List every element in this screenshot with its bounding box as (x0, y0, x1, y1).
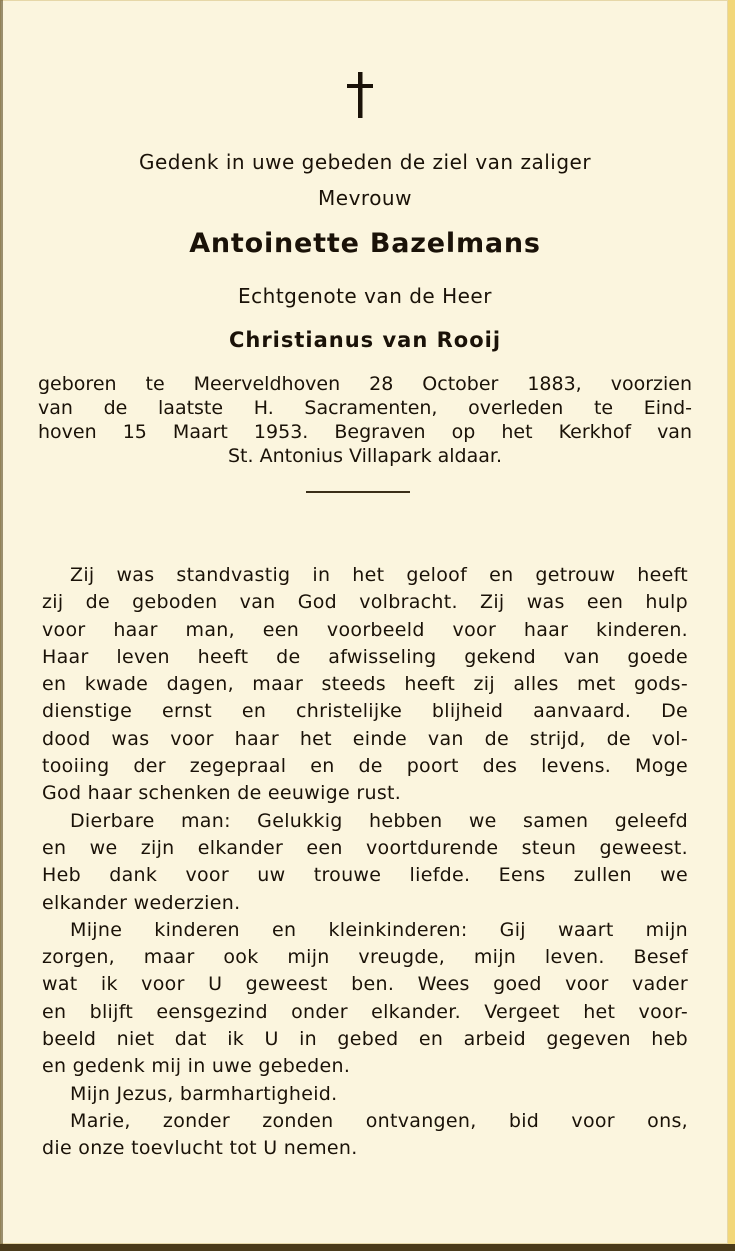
text-line: wat ik voor U geweest ben. Wees goed voor vader (42, 973, 688, 996)
text-line: zorgen, maar ook mijn vreugde, mijn leven. Besef (42, 946, 688, 969)
text-line: God haar schenken de eeuwige rust. (42, 782, 402, 805)
bio-line: geboren te Meerveldhoven 28 October 1883, voorzien (38, 373, 692, 395)
text-line: Haar leven heeft de afwisseling gekend van goede (42, 645, 688, 668)
deceased-name: Antoinette Bazelmans (189, 228, 541, 259)
cross-icon (342, 70, 378, 120)
text-line: elkander wederzien. (42, 891, 241, 914)
text-line: Heb dank voor uw trouwe liefde. Eens zullen we (42, 864, 688, 887)
card-right-edge (728, 0, 735, 1251)
text-line: die onze toevlucht tot U nemen. (42, 1137, 358, 1160)
bio-line: van de laatste H. Sacramenten, overleden te Eind- (38, 397, 692, 419)
husband-name: Christianus van Rooij (228, 328, 502, 352)
prayer-text (42, 562, 688, 1163)
bio-line: hoven 15 Maart 1953. Begraven op het Kerkhof van (38, 421, 692, 443)
text-line: dienstige ernst en christelijke blijheid aanvaard. De (42, 700, 688, 723)
text-line: Mijne kinderen en kleinkinderen: Gij waart mijn (70, 918, 688, 941)
remembrance-line: Gedenk in uwe gebeden de ziel van zaliger (138, 150, 592, 174)
text-line: tooiing der zegepraal en de poort des levens. Moge (42, 755, 688, 778)
text-line: en gedenk mij in uwe gebeden. (42, 1055, 351, 1078)
text-line: Dierbare man: Gelukkig hebben we samen geleefd (70, 809, 688, 832)
divider (306, 491, 410, 493)
text-line: zij de geboden van God volbracht. Zij was een hulp (42, 591, 688, 614)
card-bottom-edge (0, 1244, 735, 1251)
biography (38, 372, 692, 468)
text-line: dood was voor haar het einde van de strijd, de vol- (42, 727, 688, 750)
honorific: Mevrouw (318, 186, 412, 210)
relation-line: Echtgenote van de Heer (238, 284, 492, 308)
text-line: Zij was standvastig in het geloof en getrouw heeft (70, 564, 688, 586)
card-left-edge (0, 0, 3, 1251)
text-line: Marie, zonder zonden ontvangen, bid voor ons, (70, 1109, 688, 1132)
text-line: en blijft eensgezind onder elkander. Vergeet het voor- (42, 1000, 688, 1023)
text-line: beeld niet dat ik U in gebed en arbeid gegeven heb (42, 1028, 688, 1051)
text-line: en kwade dagen, maar steeds heeft zij alles met gods- (42, 673, 688, 696)
text-line: voor haar man, een voorbeeld voor haar kinderen. (42, 618, 688, 641)
text-line: en we zijn elkander een voortdurende steun geweest. (42, 836, 688, 859)
bio-line: St. Antonius Villapark aldaar. (228, 445, 502, 467)
text-line: Mijn Jezus, barmhartigheid. (70, 1082, 338, 1105)
